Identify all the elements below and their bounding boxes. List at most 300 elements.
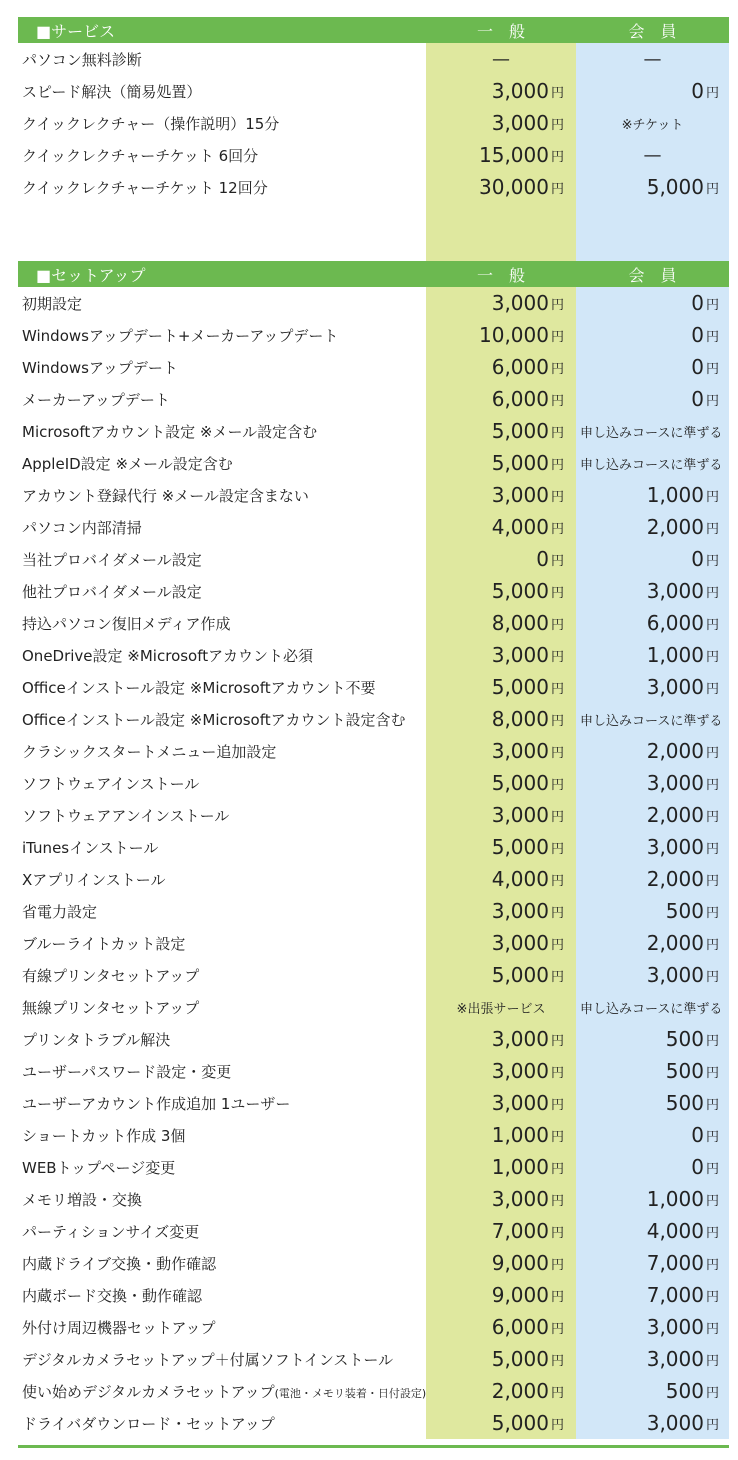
item-name: 無線プリンタセットアップ: [22, 998, 200, 1017]
member-price: [576, 1215, 729, 1247]
item-name: パソコン内部清掃: [22, 518, 142, 537]
currency-label: 円: [705, 1193, 719, 1209]
member-price: [576, 767, 729, 799]
general-price: [426, 287, 576, 319]
currency-label: 円: [550, 1321, 564, 1337]
price-value: 5,000: [491, 1411, 549, 1435]
item-name: アカウント登録代行 ※メール設定含まない: [22, 486, 309, 505]
table-row: [18, 1087, 729, 1119]
currency-label: 円: [705, 1225, 719, 1241]
price-value: 5,000: [491, 771, 549, 795]
currency-label: 円: [705, 1321, 719, 1337]
currency-label: 円: [550, 361, 564, 377]
item-name: クイックレクチャーチケット 12回分: [22, 178, 268, 197]
general-price: [426, 735, 576, 767]
member-price: [576, 991, 729, 1023]
general-price: [426, 1055, 576, 1087]
member-price: [576, 107, 729, 139]
table-row: [18, 1311, 729, 1343]
general-price: [426, 43, 576, 75]
item-name: メーカーアップデート: [22, 390, 170, 409]
item-name-note: (電池・メモリ装着・日付設定): [274, 1386, 426, 1400]
table-row: [18, 735, 729, 767]
currency-label: 円: [705, 361, 719, 377]
member-price: [576, 959, 729, 991]
price-value: 0: [691, 547, 704, 571]
member-price: [576, 1087, 729, 1119]
item-name: 初期設定: [22, 294, 83, 313]
currency-label: 円: [705, 1065, 719, 1081]
general-price: [426, 703, 576, 735]
price-value: 3,000: [491, 1027, 549, 1051]
price-value: 3,000: [646, 675, 704, 699]
price-value: 3,000: [646, 579, 704, 603]
member-price: [576, 671, 729, 703]
table-row: [18, 1343, 729, 1375]
item-name: Microsoftアカウント設定 ※メール設定含む: [22, 422, 318, 441]
price-value: 5,000: [491, 579, 549, 603]
member-price: [576, 735, 729, 767]
currency-label: 円: [705, 521, 719, 537]
member-price: [576, 171, 729, 203]
member-price: [576, 1247, 729, 1279]
member-price: [576, 287, 729, 319]
price-value: 3,000: [646, 835, 704, 859]
table-row: [18, 1247, 729, 1279]
member-price: [576, 351, 729, 383]
item-name: プリンタトラブル解決: [22, 1030, 171, 1049]
price-value: 5,000: [491, 451, 549, 475]
item-name: AppleID設定 ※メール設定含む: [22, 454, 233, 473]
general-price: [426, 1087, 576, 1119]
member-price: [576, 1407, 729, 1439]
table-row: [18, 1151, 729, 1183]
price-note: ※出張サービス: [456, 1001, 546, 1017]
table-row: [18, 383, 729, 415]
price-value: 6,000: [491, 1315, 549, 1339]
item-name: Windowsアップデート+メーカーアップデート: [22, 326, 339, 345]
price-value: 0: [691, 355, 704, 379]
table-row: [18, 479, 729, 511]
general-price: [426, 927, 576, 959]
general-price: [426, 799, 576, 831]
price-value: 1,000: [491, 1123, 549, 1147]
price-value: 3,000: [491, 111, 549, 135]
table-row: [18, 415, 729, 447]
price-value: 2,000: [646, 803, 704, 827]
price-value: 2,000: [646, 739, 704, 763]
currency-label: 円: [550, 649, 564, 665]
member-price: [576, 75, 729, 107]
member-price: [576, 639, 729, 671]
item-name: パソコン無料診断: [22, 50, 142, 69]
member-price: [576, 1343, 729, 1375]
section-setup: [18, 261, 729, 1439]
table-row: [18, 639, 729, 671]
bottom-rule: [18, 1445, 729, 1448]
price-value: 6,000: [646, 611, 704, 635]
general-price: [426, 575, 576, 607]
table-row: [18, 351, 729, 383]
currency-label: 円: [705, 1097, 719, 1113]
price-value: 0: [691, 291, 704, 315]
general-price: [426, 351, 576, 383]
price-value: 3,000: [491, 1091, 549, 1115]
price-value: 0: [691, 387, 704, 411]
price-value: 7,000: [646, 1251, 704, 1275]
table-row: [18, 991, 729, 1023]
table-row: [18, 895, 729, 927]
currency-label: 円: [550, 1257, 564, 1273]
general-price: [426, 863, 576, 895]
currency-label: 円: [550, 181, 564, 197]
column-header-member: 会 員: [628, 21, 677, 41]
general-price: [426, 1247, 576, 1279]
price-note: 申し込みコースに準ずる: [580, 713, 723, 729]
price-note: ※チケット: [621, 117, 684, 133]
price-value: 5,000: [491, 675, 549, 699]
price-value: 8,000: [491, 707, 549, 731]
general-price: [426, 107, 576, 139]
general-price: [426, 1023, 576, 1055]
currency-label: 円: [550, 1065, 564, 1081]
item-name: スピード解決（簡易処置）: [22, 82, 202, 101]
price-value: 5,000: [491, 419, 549, 443]
currency-label: 円: [550, 841, 564, 857]
currency-label: 円: [705, 1257, 719, 1273]
currency-label: 円: [550, 1417, 564, 1433]
item-name: WEBトップページ変更: [22, 1158, 176, 1177]
item-name: 当社プロバイダメール設定: [22, 550, 202, 569]
currency-label: 円: [550, 873, 564, 889]
currency-label: 円: [550, 1385, 564, 1401]
price-value: 7,000: [646, 1283, 704, 1307]
currency-label: 円: [550, 1097, 564, 1113]
price-value: 5,000: [646, 175, 704, 199]
member-price: [576, 1119, 729, 1151]
general-price: [426, 139, 576, 171]
dash-mark: —: [643, 48, 662, 70]
currency-label: 円: [550, 489, 564, 505]
currency-label: 円: [550, 1161, 564, 1177]
table-row: [18, 1055, 729, 1087]
general-price: [426, 75, 576, 107]
currency-label: 円: [550, 713, 564, 729]
general-price: [426, 479, 576, 511]
price-value: 5,000: [491, 835, 549, 859]
price-value: 9,000: [491, 1251, 549, 1275]
table-row: [18, 863, 729, 895]
item-name: メモリ増設・交換: [22, 1190, 143, 1209]
price-value: 2,000: [646, 515, 704, 539]
member-price: [576, 799, 729, 831]
item-name: 省電力設定: [22, 902, 98, 921]
table-row: [18, 43, 729, 75]
currency-label: 円: [705, 489, 719, 505]
table-row: [18, 543, 729, 575]
currency-label: 円: [550, 329, 564, 345]
spacer-name: [18, 203, 426, 261]
item-name: ソフトウェアアンインストール: [22, 806, 230, 825]
member-price: [576, 831, 729, 863]
column-header-general: 一 般: [476, 21, 525, 41]
section-service: [18, 17, 729, 203]
price-value: 0: [691, 323, 704, 347]
item-name: ショートカット作成 3個: [22, 1126, 186, 1145]
item-name: OneDrive設定 ※Microsoftアカウント必須: [22, 646, 313, 665]
member-price: [576, 1375, 729, 1407]
currency-label: 円: [705, 393, 719, 409]
item-name: ユーザーアカウント作成追加 1ユーザー: [22, 1094, 291, 1113]
item-name: Officeインストール設定 ※Microsoftアカウント不要: [22, 678, 376, 697]
table-row: [18, 799, 729, 831]
table-row: [18, 927, 729, 959]
table-row: [18, 1119, 729, 1151]
table-row: [18, 671, 729, 703]
currency-label: 円: [550, 745, 564, 761]
price-value: 10,000: [479, 323, 549, 347]
price-value: 3,000: [646, 1315, 704, 1339]
member-price: [576, 1023, 729, 1055]
general-price: [426, 671, 576, 703]
currency-label: 円: [550, 681, 564, 697]
item-name: ユーザーパスワード設定・変更: [22, 1062, 232, 1081]
item-name: クイックレクチャーチケット 6回分: [22, 146, 259, 165]
currency-label: 円: [550, 777, 564, 793]
item-name: デジタルカメラセットアップ＋付属ソフトインストール: [22, 1350, 394, 1369]
spacer-general: [426, 203, 576, 261]
price-value: 2,000: [646, 867, 704, 891]
price-value: 3,000: [646, 771, 704, 795]
item-name: Windowsアップデート: [22, 358, 178, 377]
general-price: [426, 991, 576, 1023]
dash-mark: —: [643, 144, 662, 166]
table-row: [18, 139, 729, 171]
currency-label: 円: [550, 969, 564, 985]
price-value: 500: [665, 1059, 704, 1083]
member-price: [576, 383, 729, 415]
currency-label: 円: [705, 1385, 719, 1401]
price-value: 3,000: [491, 291, 549, 315]
general-price: [426, 1119, 576, 1151]
price-value: 3,000: [491, 1059, 549, 1083]
item-name: クイックレクチャー（操作説明）15分: [22, 114, 280, 133]
currency-label: 円: [550, 425, 564, 441]
price-value: 0: [691, 1155, 704, 1179]
member-price: [576, 895, 729, 927]
price-value: 5,000: [491, 1347, 549, 1371]
member-price: [576, 543, 729, 575]
price-value: 0: [691, 79, 704, 103]
item-name: Xアプリインストール: [22, 870, 166, 889]
price-note: 申し込みコースに準ずる: [580, 457, 723, 473]
item-name: 使い始めデジタルカメラセットアップ(電池・メモリ装着・日付設定): [22, 1382, 426, 1401]
price-value: 3,000: [491, 803, 549, 827]
item-name: 外付け周辺機器セットアップ: [22, 1318, 216, 1337]
table-row: [18, 287, 729, 319]
currency-label: 円: [550, 617, 564, 633]
currency-label: 円: [705, 1353, 719, 1369]
table-row: [18, 1407, 729, 1439]
price-value: 500: [665, 1379, 704, 1403]
price-value: 3,000: [646, 1411, 704, 1435]
table-row: [18, 831, 729, 863]
price-value: 15,000: [479, 143, 549, 167]
price-value: 0: [691, 1123, 704, 1147]
price-value: 3,000: [491, 643, 549, 667]
price-value: 4,000: [491, 515, 549, 539]
price-value: 2,000: [646, 931, 704, 955]
section-spacer: [18, 203, 729, 261]
member-price: [576, 1055, 729, 1087]
currency-label: 円: [705, 905, 719, 921]
price-value: 5,000: [491, 963, 549, 987]
general-price: [426, 1407, 576, 1439]
table-row: [18, 447, 729, 479]
general-price: [426, 543, 576, 575]
section-header: [18, 261, 729, 287]
table-row: [18, 319, 729, 351]
general-price: [426, 1183, 576, 1215]
currency-label: 円: [550, 809, 564, 825]
general-price: [426, 1279, 576, 1311]
member-price: [576, 1183, 729, 1215]
member-price: [576, 863, 729, 895]
member-price: [576, 319, 729, 351]
table-row: [18, 767, 729, 799]
member-price: [576, 139, 729, 171]
general-price: [426, 1151, 576, 1183]
member-price: [576, 575, 729, 607]
table-row: [18, 1183, 729, 1215]
table-row: [18, 1375, 729, 1407]
section-header: [18, 17, 729, 43]
currency-label: 円: [550, 1033, 564, 1049]
item-name: Officeインストール設定 ※Microsoftアカウント設定含む: [22, 710, 406, 729]
table-row: [18, 1279, 729, 1311]
price-value: 3,000: [491, 899, 549, 923]
currency-label: 円: [550, 521, 564, 537]
table-row: [18, 607, 729, 639]
currency-label: 円: [705, 553, 719, 569]
item-name: クラシックスタートメニュー追加設定: [22, 742, 277, 761]
general-price: [426, 447, 576, 479]
table-row: [18, 575, 729, 607]
price-value: 4,000: [646, 1219, 704, 1243]
table-row: [18, 75, 729, 107]
item-name: ブルーライトカット設定: [22, 934, 186, 953]
general-price: [426, 511, 576, 543]
currency-label: 円: [550, 585, 564, 601]
currency-label: 円: [705, 85, 719, 101]
currency-label: 円: [550, 117, 564, 133]
general-price: [426, 1215, 576, 1247]
price-table: [18, 17, 729, 1448]
item-name: iTunesインストール: [22, 838, 159, 857]
price-value: 0: [536, 547, 549, 571]
currency-label: 円: [705, 1289, 719, 1305]
member-price: [576, 479, 729, 511]
currency-label: 円: [705, 1161, 719, 1177]
price-value: 1,000: [491, 1155, 549, 1179]
item-name: パーティションサイズ変更: [22, 1222, 200, 1241]
currency-label: 円: [705, 841, 719, 857]
currency-label: 円: [705, 297, 719, 313]
section-title: ■セットアップ: [36, 265, 146, 285]
price-value: 3,000: [491, 483, 549, 507]
table-row: [18, 959, 729, 991]
price-value: 3,000: [491, 931, 549, 955]
currency-label: 円: [550, 937, 564, 953]
currency-label: 円: [705, 777, 719, 793]
price-value: 3,000: [646, 963, 704, 987]
price-value: 6,000: [491, 355, 549, 379]
general-price: [426, 895, 576, 927]
member-price: [576, 1279, 729, 1311]
currency-label: 円: [705, 585, 719, 601]
currency-label: 円: [550, 1193, 564, 1209]
dash-mark: —: [492, 48, 510, 70]
price-value: 6,000: [491, 387, 549, 411]
currency-label: 円: [705, 617, 719, 633]
general-price: [426, 767, 576, 799]
general-price: [426, 319, 576, 351]
price-value: 7,000: [491, 1219, 549, 1243]
member-price: [576, 43, 729, 75]
item-name: ドライバダウンロード・セットアップ: [22, 1414, 275, 1433]
item-name: 内蔵ボード交換・動作確認: [22, 1286, 203, 1305]
currency-label: 円: [705, 329, 719, 345]
price-value: 3,000: [491, 739, 549, 763]
member-price: [576, 927, 729, 959]
price-value: 1,000: [646, 643, 704, 667]
member-price: [576, 703, 729, 735]
member-price: [576, 1311, 729, 1343]
general-price: [426, 171, 576, 203]
currency-label: 円: [550, 1289, 564, 1305]
item-name: 有線プリンタセットアップ: [22, 966, 200, 985]
currency-label: 円: [550, 553, 564, 569]
member-price: [576, 1151, 729, 1183]
currency-label: 円: [705, 745, 719, 761]
currency-label: 円: [705, 969, 719, 985]
item-name: 他社プロバイダメール設定: [22, 582, 202, 601]
currency-label: 円: [550, 85, 564, 101]
section-title: ■サービス: [36, 21, 116, 41]
price-value: 1,000: [646, 483, 704, 507]
price-value: 500: [665, 899, 704, 923]
spacer-member: [576, 203, 729, 261]
general-price: [426, 831, 576, 863]
price-value: 500: [665, 1027, 704, 1051]
currency-label: 円: [705, 181, 719, 197]
general-price: [426, 607, 576, 639]
currency-label: 円: [705, 873, 719, 889]
table-row: [18, 1215, 729, 1247]
table-row: [18, 107, 729, 139]
table-row: [18, 171, 729, 203]
currency-label: 円: [705, 937, 719, 953]
general-price: [426, 959, 576, 991]
currency-label: 円: [705, 681, 719, 697]
item-name: ソフトウェアインストール: [22, 774, 200, 793]
general-price: [426, 1375, 576, 1407]
currency-label: 円: [705, 809, 719, 825]
general-price: [426, 1343, 576, 1375]
currency-label: 円: [550, 297, 564, 313]
general-price: [426, 639, 576, 671]
price-value: 1,000: [646, 1187, 704, 1211]
